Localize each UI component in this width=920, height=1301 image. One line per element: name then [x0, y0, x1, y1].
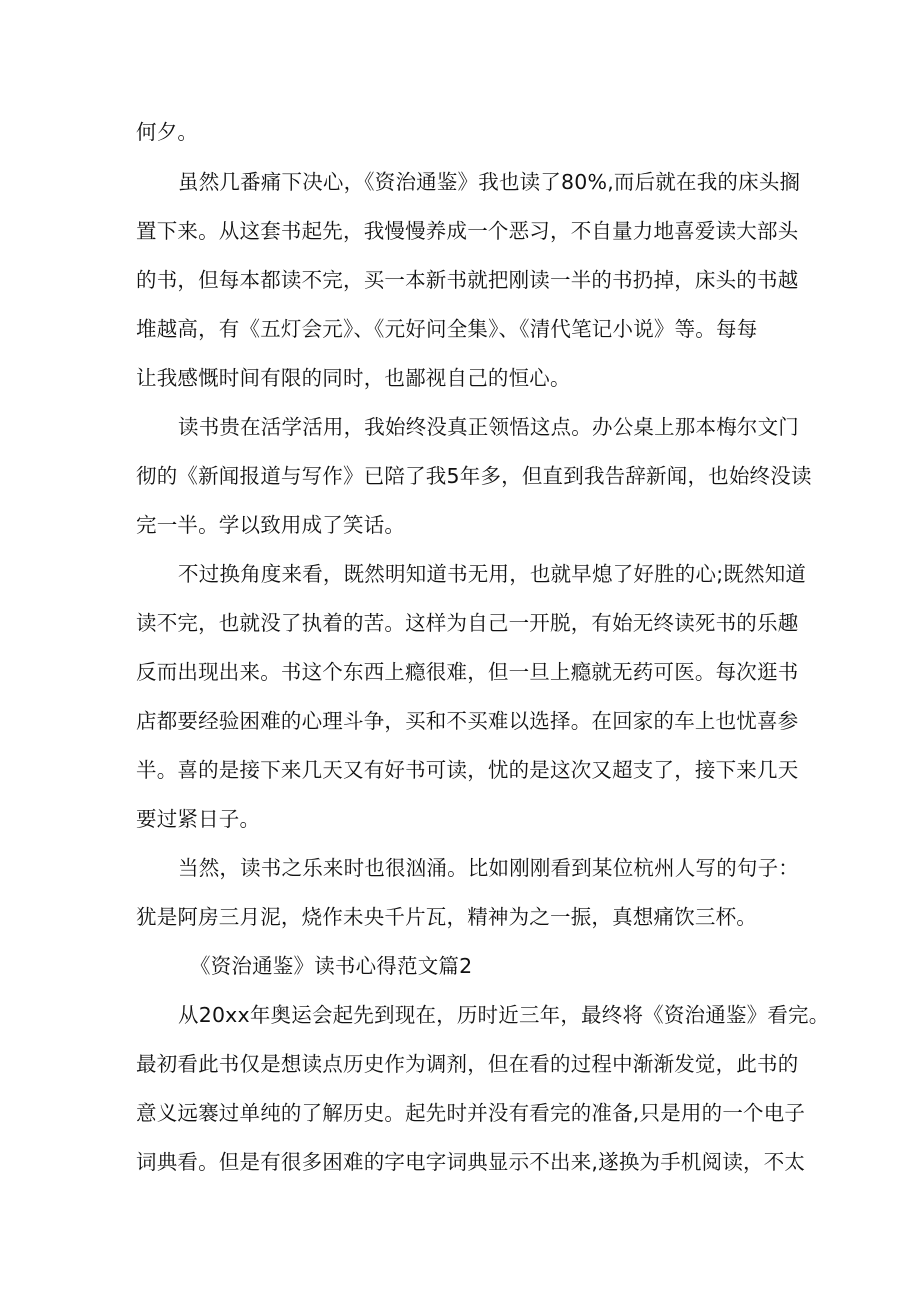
text-line: 要过紧日子。: [136, 807, 261, 831]
text-line: 何夕。: [136, 120, 199, 144]
text-line: 意义远褰过单纯的了解历史。起先时并没有看完的准备,只是用的一个电子: [136, 1101, 806, 1125]
text-line: 最初看此书仅是想读点历史作为调剂，但在看的过程中渐渐发觉，此书的: [136, 1052, 799, 1076]
text-line: 读不完，也就没了执着的苦。这样为自己一开脱，有始无终读死书的乐趣: [136, 611, 799, 635]
text-line: 从20xx年奥运会起先到现在，历时近三年，最终将《资治通鉴》看完。: [178, 1003, 830, 1027]
text-line: 虽然几番痛下决心，《资治通鉴》我也读了80%,而后就在我的床头搁: [178, 170, 801, 194]
section-heading: 《资治通鉴》读书心得范文篇2: [190, 954, 473, 978]
text-line: 词典看。但是有很多困难的字电字词典显示不出来,遂换为手机阅读，不太: [136, 1150, 806, 1174]
text-line: 堆越高，有《五灯会元》、《元好问全集》、《清代笔记小说》等。每每: [136, 317, 758, 341]
text-line: 置下来。从这套书起先，我慢慢养成一个恶习，不自量力地喜爱读大部头: [136, 219, 799, 243]
text-line: 半。喜的是接下来几天又有好书可读，忧的是这次又超支了，接下来几天: [136, 758, 799, 782]
text-line: 反而出现出来。书这个东西上瘾很难，但一旦上瘾就无药可医。每次逛书: [136, 660, 799, 684]
text-line: 店都要经验困难的心理斗争，买和不买难以选择。在回家的车上也忧喜参: [136, 709, 799, 733]
text-line: 不过换角度来看，既然明知道书无用，也就早熄了好胜的心;既然知道: [178, 562, 807, 586]
text-line: 读书贵在活学活用，我始终没真正领悟这点。办公桌上那本梅尔文门: [178, 415, 799, 439]
text-line: 当然，读书之乐来时也很汹涌。比如刚刚看到某位杭州人写的句子：: [178, 856, 799, 880]
text-line: 完一半。学以致用成了笑话。: [136, 513, 406, 537]
text-line: 彻的《新闻报道与写作》已陪了我5年多，但直到我告辞新闻，也始终没读: [136, 464, 812, 488]
text-line: 让我感慨时间有限的同时，也鄙视自己的恒心。: [136, 366, 571, 390]
text-line: 犹是阿房三月泥，烧作未央千片瓦，精神为之一振，真想痛饮三杯。: [136, 905, 757, 929]
text-line: 的书，但每本都读不完，买一本新书就把刚读一半的书扔掉，床头的书越: [136, 268, 799, 292]
